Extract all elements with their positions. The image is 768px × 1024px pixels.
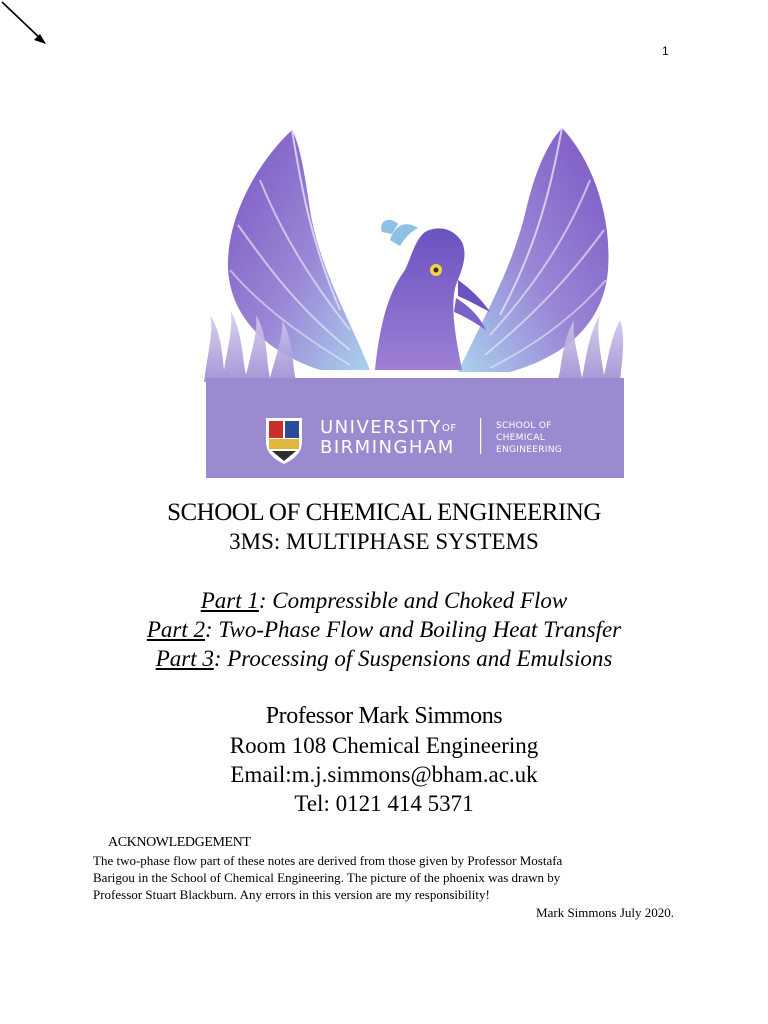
page-number: 1: [662, 44, 669, 58]
author-name: Professor Mark Simmons: [265, 703, 503, 729]
part-2-label: Part 2: [146, 617, 205, 642]
part-row-1: [0, 586, 768, 615]
school-title: SCHOOL OF CHEMICAL ENGINEERING: [167, 499, 601, 526]
author-block: [0, 702, 768, 818]
school-line-1: SCHOOL OF: [496, 421, 552, 431]
author-room: Room 108 Chemical Engineering: [229, 733, 539, 758]
acknowledgement-line-3: Professor Stuart Blackburn. Any errors in this version are my responsibility!: [93, 887, 490, 902]
school-line-2: CHEMICAL: [496, 433, 546, 443]
part-3-label: Part 3: [155, 646, 214, 671]
module-title: 3MS: MULTIPHASE SYSTEMS: [229, 529, 539, 554]
acknowledgement-body: [93, 852, 678, 903]
school-logo: [200, 120, 630, 482]
right-wing-shape: [458, 128, 609, 372]
school-line-3: ENGINEERING: [496, 445, 563, 455]
part-1-title: : Compressible and Choked Flow: [258, 588, 568, 613]
acknowledgement-line-1: The two-phase flow part of these notes are derived from those given by Professor Mostafa: [93, 853, 563, 868]
corner-arrow-icon: [0, 0, 50, 48]
part-3-title: : Processing of Suspensions and Emulsions: [213, 646, 613, 671]
author-email: Email:m.j.simmons@bham.ac.uk: [230, 762, 538, 787]
part-1-label: Part 1: [200, 588, 259, 613]
acknowledgement-heading: ACKNOWLEDGEMENT: [108, 835, 251, 850]
phoenix-logo-image: [200, 120, 630, 482]
wordmark-university: UNIVERSITY: [320, 417, 442, 438]
acknowledgement-line-2: Barigou in the School of Chemical Engineering. The picture of the phoenix was drawn by: [93, 870, 561, 885]
acknowledgement-signature: Mark Simmons July 2020.: [536, 905, 674, 920]
parts-list: [0, 586, 768, 673]
wordmark-of: OF: [442, 423, 457, 434]
part-row-2: [0, 615, 768, 644]
left-wing-shape: [228, 130, 370, 370]
wordmark-birmingham: BIRMINGHAM: [320, 437, 455, 458]
author-tel: Tel: 0121 414 5371: [294, 791, 474, 816]
part-row-3: [0, 644, 768, 673]
part-2-title: : Two-Phase Flow and Boiling Heat Transfer: [205, 617, 622, 642]
